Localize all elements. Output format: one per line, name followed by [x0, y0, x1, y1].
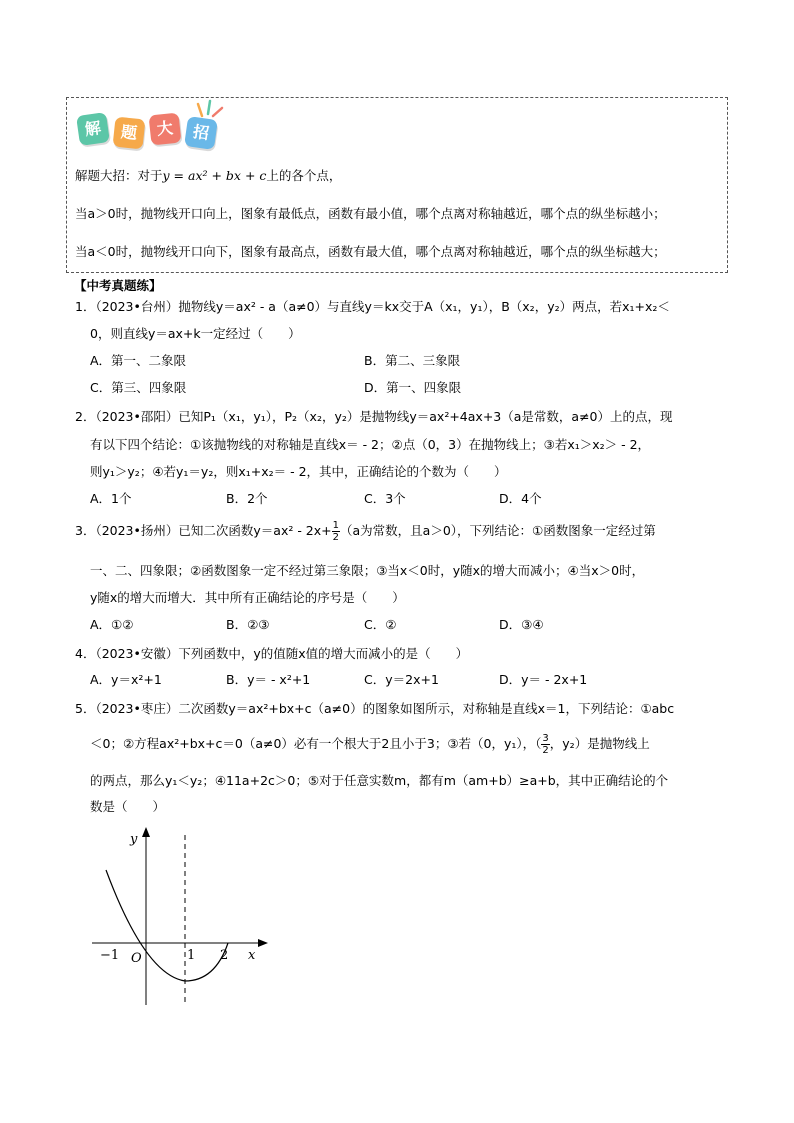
q3-option-b: B．②③ — [226, 617, 270, 632]
q3-line-2: 一、二、四象限；②函数图象一定不经过第三象限；③当x＜0时，y随x的增大而减小；④当x＞0时， — [90, 563, 645, 578]
tick-label-1: 1 — [187, 948, 196, 963]
q2-option-c: C．3个 — [364, 491, 406, 506]
q4-option-a: A．y＝x²+1 — [90, 672, 162, 687]
logo-tile-3: 大 — [149, 113, 182, 146]
tip-formula: y = ax² + bx + c — [162, 168, 267, 183]
q1-line-2: 0，则直线y＝ax+k一定经过（ ） — [90, 326, 301, 341]
q3-option-c: C．② — [364, 617, 397, 632]
q3-frac-den: 2 — [332, 532, 340, 543]
q1-option-b: B．第二、三象限 — [364, 353, 461, 368]
q3-option-d: D．③④ — [499, 617, 544, 632]
q2-option-a: A．1个 — [90, 491, 132, 506]
x-axis-arrow — [258, 939, 268, 947]
q2-line-3: 则y₁＞y₂；④若y₁＝y₂，则x₁+x₂＝ - 2，其中，正确结论的个数为（ ） — [90, 464, 507, 479]
y-axis-arrow — [142, 827, 150, 837]
q3-fraction — [332, 520, 340, 543]
tip-line-1-prefix: 解题大招：对于 — [75, 168, 163, 183]
q5-frac-den: 2 — [542, 745, 549, 756]
y-axis-label: y — [130, 832, 138, 847]
q3-option-a: A．①② — [90, 617, 134, 632]
q2-option-d: D．4个 — [499, 491, 542, 506]
q5-line-3: 的两点，那么y₁＜y₂；④11a+2c＞0；⑤对于任意实数m，都有m（am+b）≥a+b，其中正确结论的个 — [90, 773, 669, 788]
q3-line-1-a: 3．（2023•扬州）已知二次函数y＝ax² - 2x+ — [75, 523, 332, 538]
q5-line-2-b: ，y₂）是抛物线上 — [549, 736, 650, 751]
tip-line-2: 当a＞0时，抛物线开口向上，图象有最低点，函数有最小值，哪个点离对称轴越近，哪个点的纵坐标越小； — [75, 206, 666, 221]
tip-line-3: 当a＜0时，抛物线开口向下，图象有最高点，函数有最大值，哪个点离对称轴越近，哪个点的纵坐标越大； — [75, 244, 666, 259]
q3-frac-num: 1 — [332, 520, 340, 531]
q4-option-b: B．y＝ - x²+1 — [226, 672, 311, 687]
parabola-curve — [106, 870, 228, 981]
tick-label-neg1: −1 — [100, 948, 120, 963]
q1-option-c: C．第三、四象限 — [90, 380, 187, 395]
q4-option-c: C．y＝2x+1 — [364, 672, 439, 687]
q3-line-3: y随x的增大而增大．其中所有正确结论的序号是（ ） — [90, 590, 405, 605]
sparkle-icon — [196, 98, 226, 120]
logo-tile-4: 招 — [184, 116, 218, 150]
x-axis-label: x — [248, 948, 256, 963]
q1-option-d: D．第一、四象限 — [364, 380, 462, 395]
q5-line-1: 5．（2023•枣庄）二次函数y＝ax²+bx+c（a≠0）的图象如图所示，对称轴是直线x＝1，下列结论：①abc — [75, 701, 675, 716]
q5-line-2 — [90, 733, 650, 756]
tips-logo — [76, 100, 226, 152]
section-title: 【中考真题练】 — [74, 278, 162, 293]
q3-line-1 — [75, 520, 656, 543]
tip-line-1 — [75, 166, 341, 184]
parabola-graph — [90, 825, 280, 1010]
q4-option-d: D．y＝ - 2x+1 — [499, 672, 588, 687]
logo-tile-2: 题 — [113, 117, 146, 150]
q2-option-b: B．2个 — [226, 491, 268, 506]
q5-line-4: 数是（ ） — [90, 799, 166, 814]
q2-line-1: 2．（2023•邵阳）已知P₁（x₁，y₁），P₂（x₂，y₂）是抛物线y＝ax²+4ax+3（a是常数，a≠0）上的点，现 — [75, 409, 673, 424]
origin-label: O — [131, 951, 142, 966]
q2-line-2: 有以下四个结论：①该抛物线的对称轴是直线x＝ - 2；②点（0，3）在抛物线上；③若x₁＞x₂＞ - 2， — [90, 437, 651, 452]
q1-line-1: 1．（2023•台州）抛物线y＝ax² - a（a≠0）与直线y＝kx交于A（x₁，y₁），B（x₂，y₂）两点，若x₁+x₂＜ — [75, 299, 670, 314]
q5-line-2-a: ＜0；②方程ax²+bx+c＝0（a≠0）必有一个根大于2且小于3；③若（0，y₁），（ — [90, 736, 542, 751]
q4-line-1: 4．（2023•安徽）下列函数中，y的值随x值的增大而减小的是（ ） — [75, 646, 469, 661]
q1-option-a: A．第一、二象限 — [90, 353, 187, 368]
q5-frac-num: 3 — [542, 733, 549, 744]
tip-line-1-suffix: 上的各个点， — [266, 168, 342, 183]
logo-tile-1: 解 — [76, 112, 110, 146]
tick-label-2: 2 — [220, 948, 229, 963]
q5-fraction — [541, 733, 549, 756]
q3-line-1-b: （a为常数，且a＞0），下列结论：①函数图象一定经过第 — [340, 523, 656, 538]
